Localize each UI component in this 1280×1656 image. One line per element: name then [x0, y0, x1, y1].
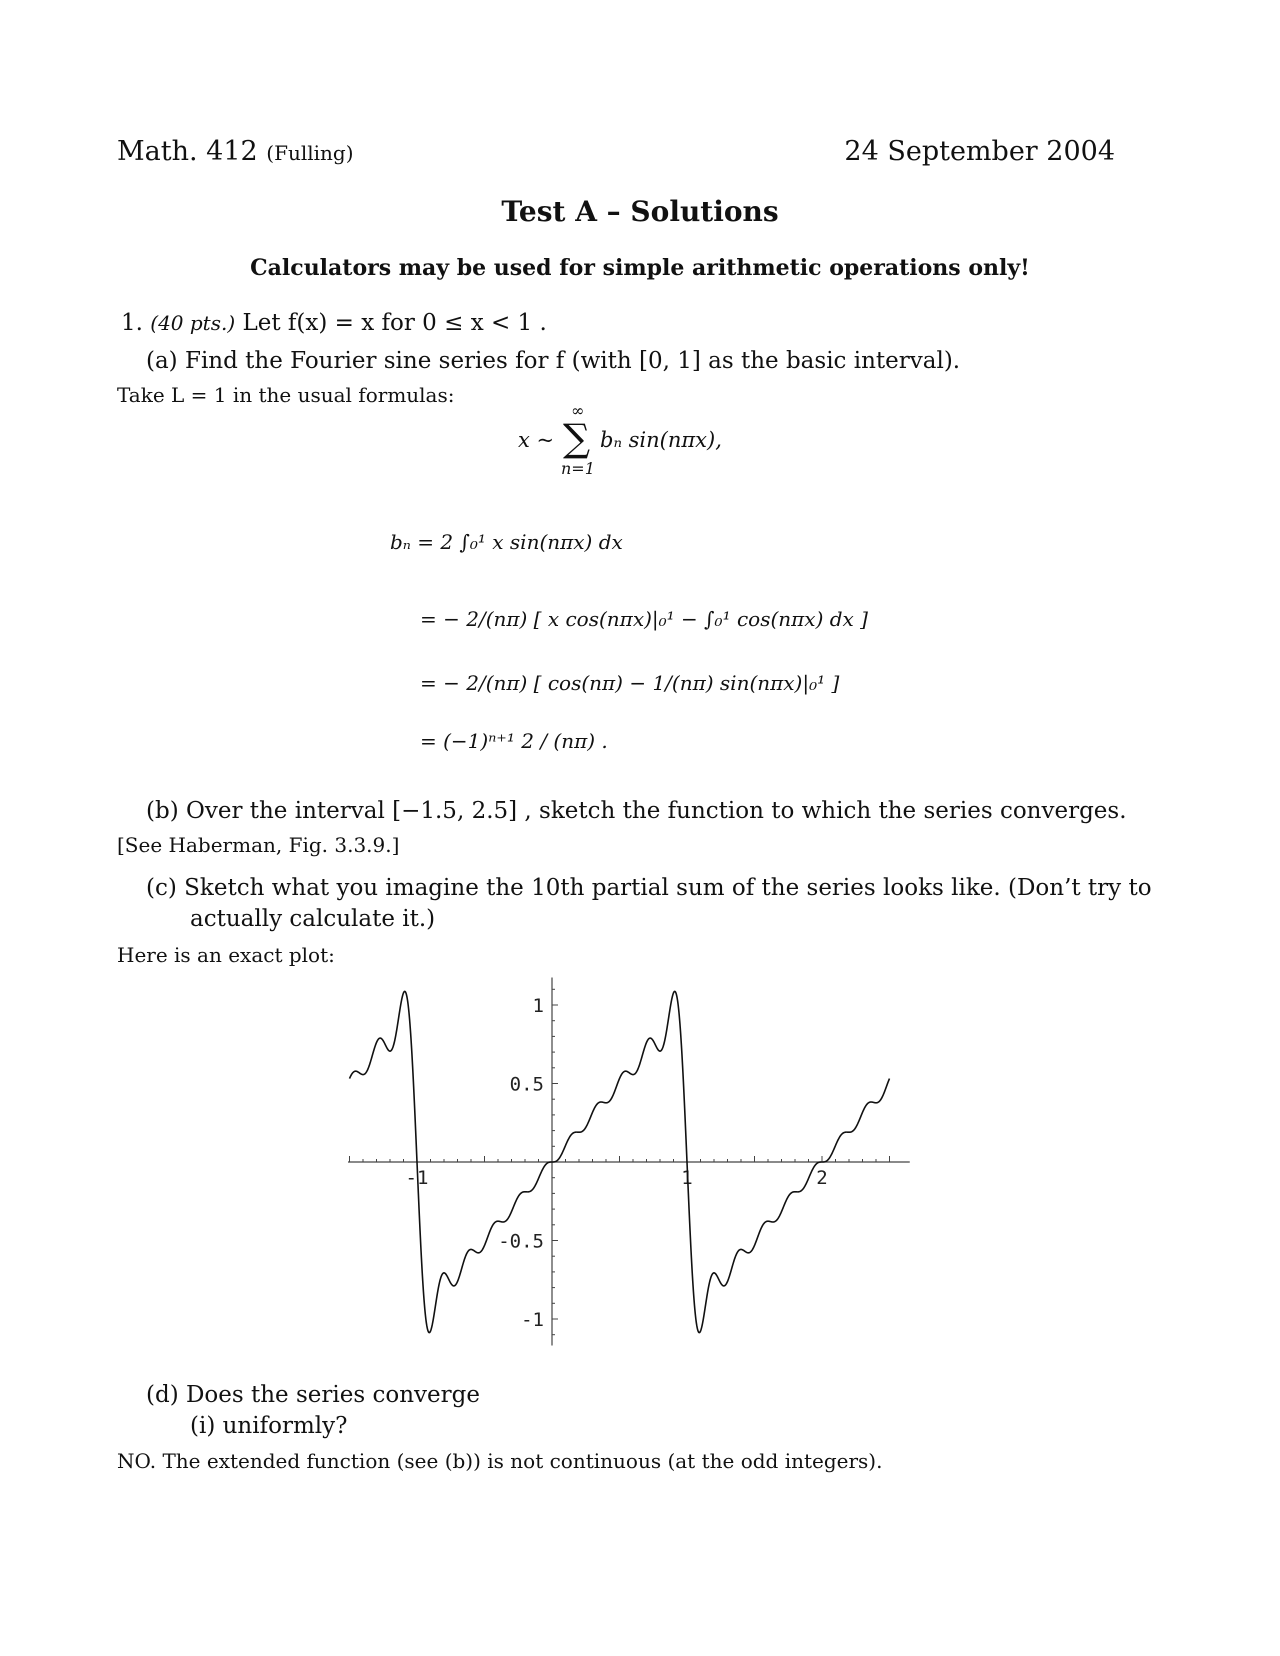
x-tick-label: 2 — [816, 1167, 828, 1189]
part-c-answer: Here is an exact plot: — [117, 943, 335, 967]
bn-line-4: = (−1)ⁿ⁺¹ 2 / (nπ) . — [420, 729, 608, 753]
y-tick-label: -1 — [521, 1309, 544, 1331]
x-tick-label: -1 — [405, 1167, 429, 1189]
page-title: Test A – Solutions — [501, 195, 779, 228]
problem-1-statement — [121, 310, 547, 336]
problem-number: 1. — [121, 310, 143, 336]
series-lhs: x ~ — [518, 428, 555, 452]
part-d-answer: NO. The extended function (see (b)) is not continuous (at the odd integers). — [117, 1449, 883, 1473]
bn-line-1: bₙ = 2 ∫₀¹ x sin(nπx) dx — [390, 530, 623, 554]
part-b-text: Over the interval [−1.5, 2.5] , sketch the function to which the series converges. — [185, 798, 1127, 824]
part-c-text-1: Sketch what you imagine the 10th partial sum of the series looks like. (Don’t try to — [184, 875, 1152, 901]
course-title — [117, 136, 354, 167]
part-a-text: Find the Fourier sine series for f (with [0, 1] as the basic interval). — [184, 348, 961, 374]
part-c-line-1 — [146, 873, 1152, 904]
part-d-question — [146, 1380, 480, 1442]
instructor-name: (Fulling) — [266, 141, 354, 165]
bn-line-3: = − 2/(nπ) [ cos(nπ) − 1/(nπ) sin(nπx)|₀¹ ] — [420, 671, 840, 695]
part-d-label: (d) — [146, 1382, 179, 1408]
part-a-answer-intro: Take L = 1 in the usual formulas: — [117, 383, 455, 407]
part-d-line-1 — [146, 1380, 480, 1411]
part-b-label: (b) — [146, 798, 179, 824]
exam-date: 24 September 2004 — [844, 136, 1115, 167]
series-term: bₙ sin(nπx), — [600, 428, 722, 452]
part-c-question — [146, 873, 1152, 935]
part-d-text: Does the series converge — [185, 1382, 480, 1408]
part-b-question — [146, 798, 1127, 824]
sum-lower-limit: n=1 — [561, 459, 595, 478]
calculator-note: Calculators may be used for simple arithmetic operations only! — [250, 255, 1030, 281]
problem-points: (40 pts.) — [150, 311, 236, 335]
course-number: Math. 412 — [117, 136, 258, 167]
sum-upper-limit: ∞ — [571, 401, 585, 420]
y-tick-label: 0.5 — [509, 1073, 544, 1096]
part-c-label: (c) — [146, 875, 177, 901]
sum-symbol: ∑ — [563, 416, 591, 460]
part-d-sub-i: (i) uniformly? — [190, 1413, 348, 1439]
part-b-answer: [See Haberman, Fig. 3.3.9.] — [117, 833, 400, 857]
part-c-line-2: actually calculate it.) — [190, 906, 436, 932]
x-tick-label: 1 — [681, 1167, 693, 1189]
part-a-label: (a) — [146, 348, 178, 374]
bn-line-2: = − 2/(nπ) [ x cos(nπx)|₀¹ − ∫₀¹ cos(nπx) dx ] — [420, 607, 868, 631]
problem-text: Let f(x) = x for 0 ≤ x < 1 . — [242, 310, 547, 336]
y-tick-label: 1 — [532, 995, 544, 1017]
y-tick-label: -0.5 — [498, 1230, 544, 1253]
partial-sum-curve — [350, 991, 890, 1332]
part-a-question — [146, 348, 960, 374]
